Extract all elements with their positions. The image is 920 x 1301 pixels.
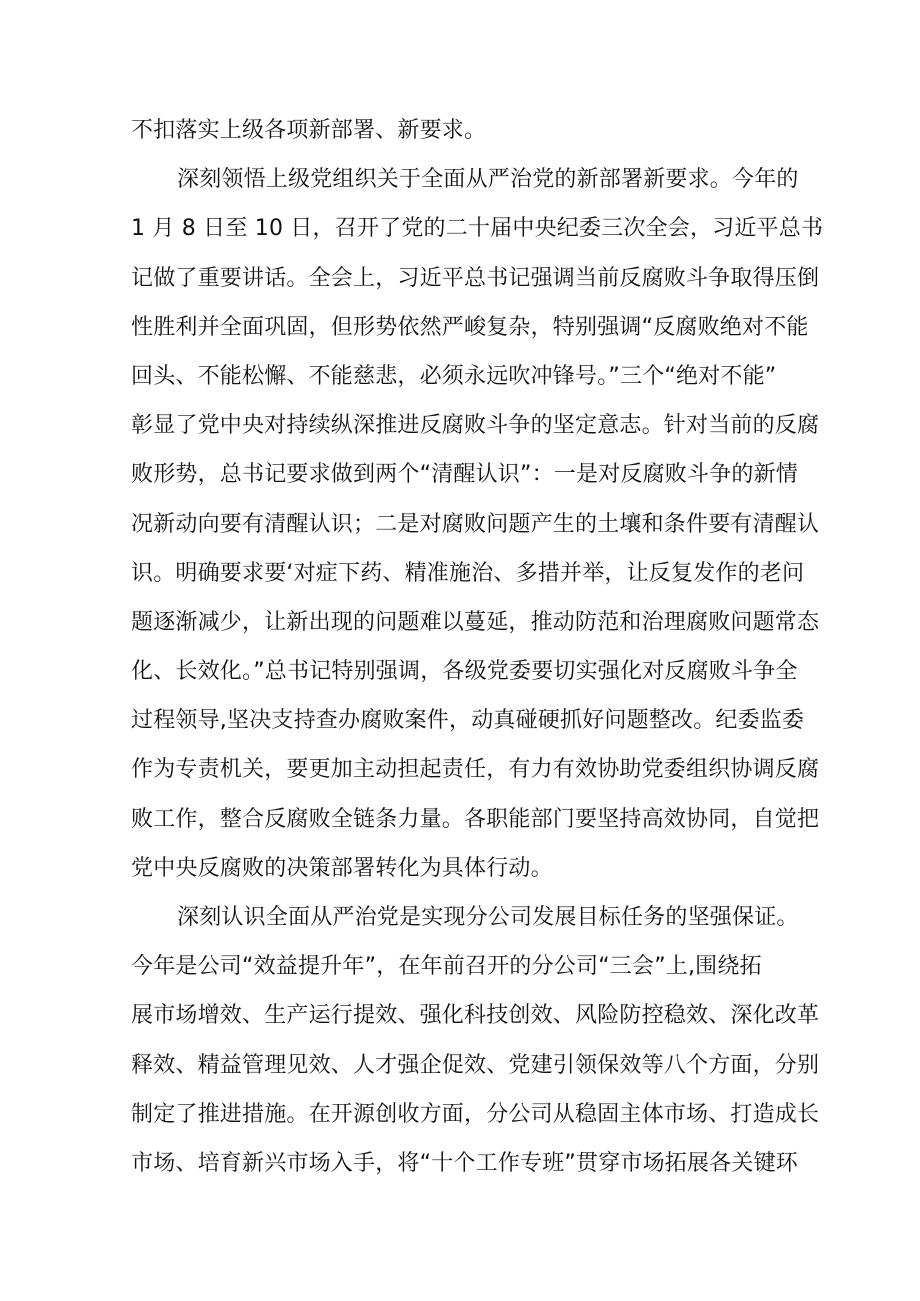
text-line: 记做了重要讲话。全会上，习近平总书记强调当前反腐败斗争取得压倒 bbox=[131, 265, 820, 291]
text-line: 败形势，总书记要求做到两个“清醒认识”：一是对反腐败斗争的新情 bbox=[131, 462, 798, 488]
paragraph-start-line: 深刻领悟上级党组织关于全面从严治党的新部署新要求。今年的 bbox=[177, 167, 799, 193]
text-line: 识。明确要求要‘对症下药、精准施治、多措并举，让反复发作的老问 bbox=[131, 560, 805, 586]
paragraph-start-line: 深刻认识全面从严治党是实现分公司发展目标任务的坚强保证。 bbox=[177, 905, 799, 930]
text-line: 彰显了党中央对持续纵深推进反腐败斗争的坚定意志。针对当前的反腐 bbox=[131, 413, 820, 439]
body-text bbox=[131, 106, 824, 1188]
text-line: 作为专责机关，要更加主动担起责任，有力有效协助党委组织协调反腐 bbox=[131, 757, 820, 783]
text-line: 市场、培育新兴市场入手，将“十个工作专班”贯穿市场拓展各关键环 bbox=[131, 1150, 798, 1176]
text-line: 今年是公司“效益提升年”，在年前召开的分公司“三会”上,围绕拓 bbox=[131, 954, 762, 980]
text-line: 回头、不能松懈、不能慈悲，必须永远吹冲锋号。”三个“绝对不能” bbox=[131, 363, 777, 389]
text-line: 释效、精益管理见效、人才强企促效、党建引领保效等八个方面，分别 bbox=[131, 1052, 820, 1078]
text-line: 题逐渐减少，让新出现的问题难以蔓延，推动防范和治理腐败问题常态 bbox=[131, 609, 820, 635]
text-line: 党中央反腐败的决策部署转化为具体行动。 bbox=[131, 855, 553, 881]
text-line: 过程领导,坚决支持查办腐败案件，动真碰硬抓好问题整改。纪委监委 bbox=[131, 708, 805, 734]
text-line: 败工作，整合反腐败全链条力量。各职能部门要坚持高效协同，自觉把 bbox=[131, 806, 820, 832]
text-line: 化、长效化。”总书记特别强调，各级党委要切实强化对反腐败斗争全 bbox=[131, 659, 798, 685]
text-line: 性胜利并全面巩固，但形势依然严峻复杂，特别强调“反腐败绝对不能 bbox=[131, 314, 809, 340]
text-line: 1 月 8 日至 10 日，召开了党的二十届中央纪委三次全会，习近平总书 bbox=[131, 216, 824, 242]
text-line: 展市场增效、生产运行提效、强化科技创效、风险防控稳效、深化改革 bbox=[131, 1003, 820, 1029]
text-line: 制定了推进措施。在开源创收方面，分公司从稳固主体市场、打造成长 bbox=[131, 1101, 820, 1127]
text-line: 况新动向要有清醒认识；二是对腐败问题产生的土壤和条件要有清醒认 bbox=[131, 511, 820, 537]
text-line: 不扣落实上级各项新部署、新要求。 bbox=[131, 118, 487, 143]
